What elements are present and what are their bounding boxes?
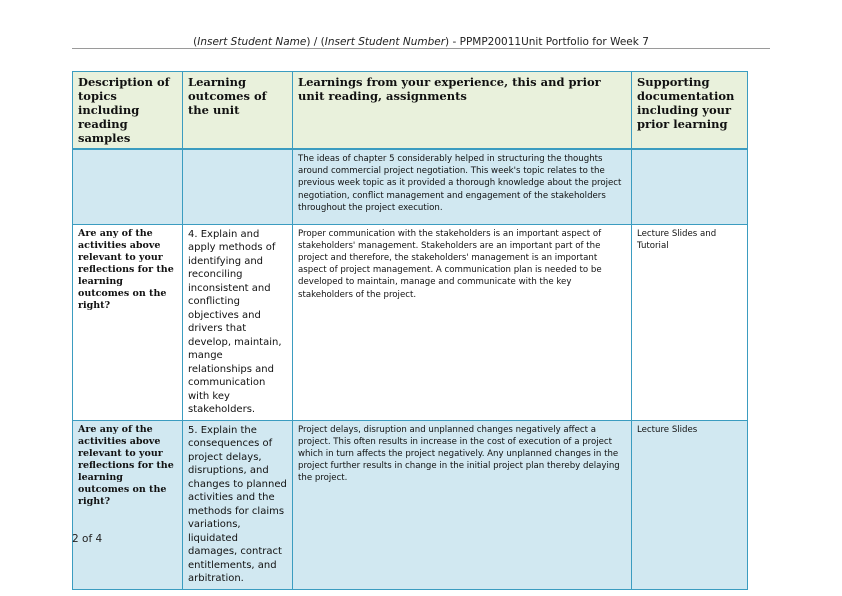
student-number-placeholder: Insert Student Number bbox=[324, 36, 446, 48]
page-number: 2 of 4 bbox=[72, 533, 103, 545]
student-name-placeholder: Insert Student Name bbox=[197, 36, 307, 48]
table-row bbox=[73, 149, 748, 224]
row-2-outcome: 4. Explain and apply methods of identifying and reconciling inconsistent and conflicting objectives and drivers that develop, maintain, mange relationships and communication with key stakeholders. bbox=[183, 224, 293, 420]
header-separator: ) / ( bbox=[306, 36, 325, 48]
row-3-support: Lecture Slides bbox=[632, 420, 748, 589]
header-description: Description of topics including reading samples bbox=[73, 72, 183, 150]
portfolio-table bbox=[72, 71, 748, 590]
table-header-row bbox=[73, 72, 748, 150]
row-1-outcome bbox=[183, 149, 293, 224]
header-supporting-documentation: Supporting documentation including your prior learning bbox=[632, 72, 748, 150]
header-rule bbox=[72, 48, 770, 49]
header-title: ) - PPMP20011Unit Portfolio for Week 7 bbox=[445, 36, 649, 48]
row-1-learnings: The ideas of chapter 5 considerably helped in structuring the thoughts around commercial project negotiation. This week's topic relates to the previous week topic as it provided a thorough knowledge about the project negotiation, conflict management and engagement of the stakeholders throughout the project execution. bbox=[293, 149, 632, 224]
row-3-learnings: Project delays, disruption and unplanned changes negatively affect a project. This often results in increase in the cost of execution of a project which in turn affects the project negatively. Any unplanned changes in the project further results in change in the initial project plan thereby delaying the project. bbox=[293, 420, 632, 589]
row-2-learnings: Proper communication with the stakeholders is an important aspect of stakeholders' management. Stakeholders are an important part of the project and therefore, the stakeholders' management is an important aspect of project management. A communication plan is needed to be developed to maintain, manage and communicate with the key stakeholders of the project. bbox=[293, 224, 632, 420]
row-2-support: Lecture Slides and Tutorial bbox=[632, 224, 748, 420]
table-row bbox=[73, 420, 748, 589]
table-row bbox=[73, 224, 748, 420]
header-learnings: Learnings from your experience, this and prior unit reading, assignments bbox=[293, 72, 632, 150]
page-header bbox=[72, 36, 770, 48]
row-1-description bbox=[73, 149, 183, 224]
row-2-description: Are any of the activities above relevant to your reflections for the learning outcomes on the right? bbox=[73, 224, 183, 420]
row-1-support bbox=[632, 149, 748, 224]
header-learning-outcomes: Learning outcomes of the unit bbox=[183, 72, 293, 150]
row-3-outcome: 5. Explain the consequences of project delays, disruptions, and changes to planned activities and the methods for claims variations, liquidated damages, contract entitlements, and arbitration. bbox=[183, 420, 293, 589]
row-3-description: Are any of the activities above relevant to your reflections for the learning outcomes on the right? bbox=[73, 420, 183, 589]
header-paren: ( bbox=[193, 36, 198, 48]
